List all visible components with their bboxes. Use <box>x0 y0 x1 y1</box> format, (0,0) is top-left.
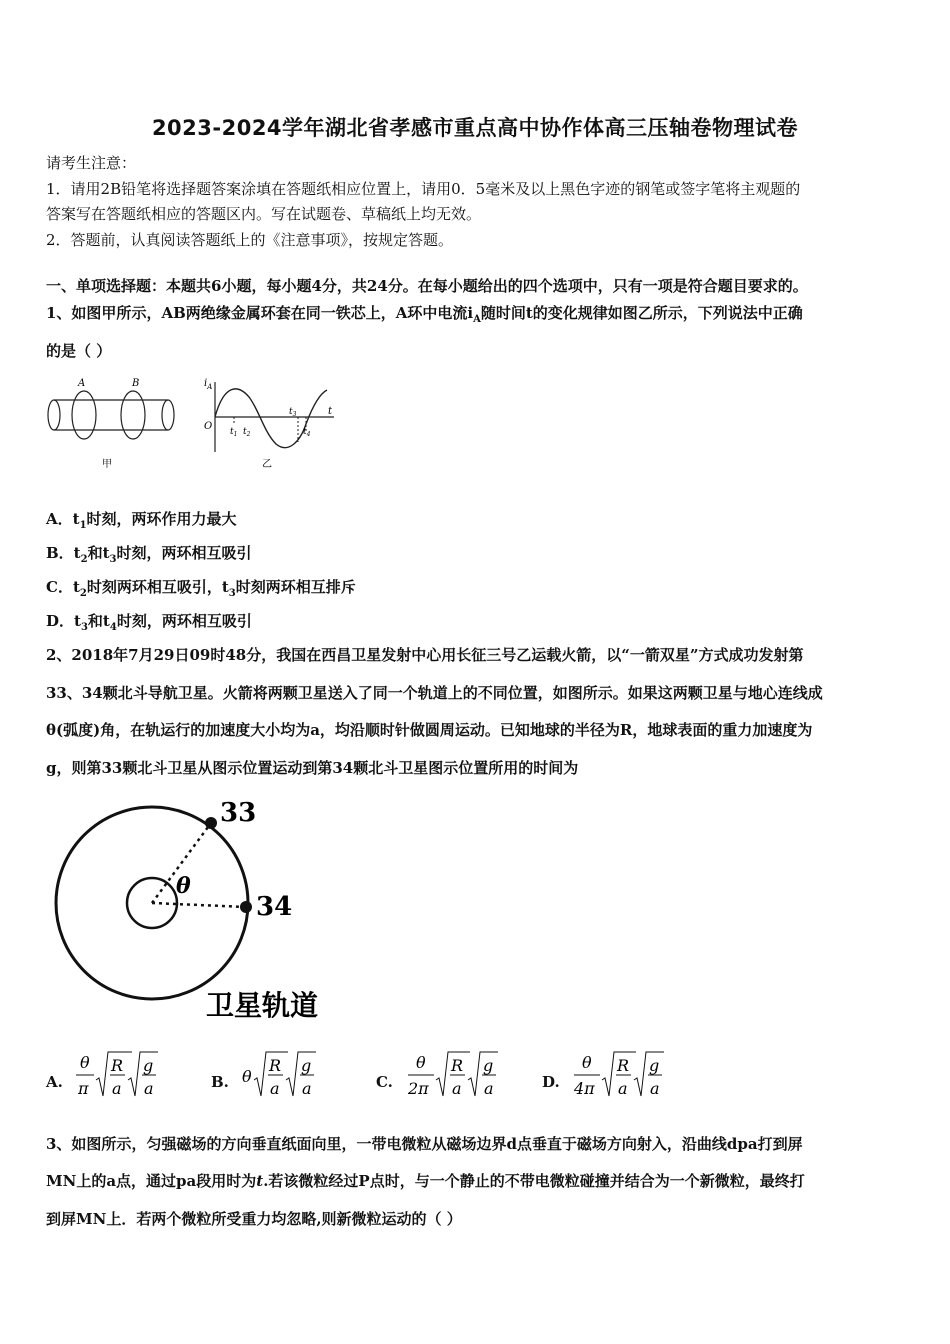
q1-stem-text-a: 1、如图甲所示，AB两绝缘金属环套在同一铁芯上，A环中电流i <box>46 304 474 322</box>
q3-stem-line-2: MN上的a点，通过pa段用时为t.若该微粒经过P点时，与一个静止的不带电微粒碰撞并结合为一个新微粒，最终打 <box>46 1172 805 1190</box>
satellite-34-label: 34 <box>256 892 293 922</box>
svg-text:g: g <box>143 1056 154 1075</box>
q2-stem-line-2: 33、34颗北斗导航卫星。火箭将两颗卫星送入了同一个轨道上的不同位置，如图所示。如果这两颗卫星与地心连线成 <box>46 684 823 702</box>
t2-label: $t_2$ <box>243 427 251 438</box>
q3-stem-line-1: 3、如图所示，匀强磁场的方向垂直纸面向里，一带电微粒从磁场边界d点垂直于磁场方向射入，沿曲线dpa打到屏 <box>46 1135 803 1153</box>
q1-option-b[interactable]: B．$t_2$和$t_3$时刻，两环相互吸引 <box>46 544 252 565</box>
q1-stem-text-b: 随时间t的变化规律如图乙所示，下列说法中正确 <box>480 304 803 322</box>
ring-b-shape <box>121 391 145 439</box>
q2-option-a-formula[interactable] <box>70 1046 170 1106</box>
svg-text:a: a <box>618 1079 628 1098</box>
notice-item-2: 2．答题前，认真阅读答题纸上的《注意事项》，按规定答题。 <box>46 231 454 249</box>
q2-option-c-label[interactable]: C. <box>376 1073 393 1091</box>
q1-stem-line-1 <box>46 302 803 325</box>
svg-text:2π: 2π <box>408 1079 429 1098</box>
q2-option-d-formula[interactable] <box>568 1046 673 1106</box>
notice-item-1-line-2: 答案写在答题纸相应的答题区内。写在试题卷、草稿纸上均无效。 <box>46 205 482 223</box>
axis-y-label: $i_A$ <box>204 378 213 391</box>
t4-label: $t_4$ <box>303 427 311 438</box>
svg-text:a: a <box>484 1079 494 1098</box>
q1-option-c[interactable]: C．$t_2$时刻两环相互吸引，$t_3$时刻两环相互排斥 <box>46 578 356 599</box>
q1-stem-line-2: 的是（ ） <box>46 342 112 360</box>
q1-stem-sub: A <box>473 314 481 325</box>
q2-stem-line-3: θ(弧度)角，在轨运行的加速度大小均为a，均沿顺时针做圆周运动。已知地球的半径为R，地球表面的重力加速度为 <box>46 721 813 739</box>
satellite-33-label: 33 <box>220 798 257 828</box>
ring-b-label: B <box>132 378 140 389</box>
ring-a-shape <box>72 391 96 439</box>
svg-text:R: R <box>111 1056 124 1075</box>
svg-text:a: a <box>112 1079 122 1098</box>
svg-text:θ: θ <box>582 1053 592 1072</box>
axis-x-label: t <box>328 406 333 417</box>
svg-text:a: a <box>302 1079 312 1098</box>
satellite-34-dot <box>240 901 252 913</box>
svg-text:g: g <box>301 1056 312 1075</box>
q2-option-a-label[interactable]: A. <box>46 1073 63 1091</box>
svg-text:R: R <box>269 1056 282 1075</box>
svg-text:R: R <box>451 1056 464 1075</box>
svg-text:θ: θ <box>242 1067 252 1086</box>
t1-label: $t_1$ <box>230 427 238 438</box>
q2-option-b-formula[interactable] <box>238 1046 328 1106</box>
q1-option-a[interactable]: A．$t_1$时刻，两环作用力最大 <box>46 510 237 531</box>
svg-text:a: a <box>270 1079 280 1098</box>
current-graph <box>204 378 334 470</box>
caption-yi: 乙 <box>262 459 272 470</box>
svg-text:a: a <box>452 1079 462 1098</box>
theta-label: θ <box>176 873 191 899</box>
q2-figure <box>50 795 350 1030</box>
q2-option-d-label[interactable]: D. <box>542 1073 560 1091</box>
q3-stem-line-3: 到屏MN上．若两个微粒所受重力均忽略,则新微粒运动的（ ） <box>46 1210 462 1228</box>
section-1-header: 一、单项选择题：本题共6小题，每小题4分，共24分。在每小题给出的四个选项中，只有一项是符合题目要求的。 <box>46 277 808 295</box>
q2-stem-line-1: 2、2018年7月29日09时48分，我国在西昌卫星发射中心用长征三号乙运载火箭，以“一箭双星”方式成功发射第 <box>46 646 804 664</box>
page-title: 2023-2024学年湖北省孝感市重点高中协作体高三压轴卷物理试卷 <box>151 116 799 140</box>
svg-text:a: a <box>650 1079 660 1098</box>
iron-core-figure <box>48 378 174 470</box>
ring-a-label: A <box>78 378 86 389</box>
notice-item-1-line-1: 1．请用2B铅笔将选择题答案涂填在答题纸相应位置上，请用0．5毫米及以上黑色字迹的钢笔或签字笔将主观题的 <box>46 180 801 198</box>
satellite-33-dot <box>205 817 217 829</box>
svg-text:a: a <box>144 1079 154 1098</box>
svg-text:R: R <box>617 1056 630 1075</box>
svg-text:4π: 4π <box>574 1079 595 1098</box>
svg-text:θ: θ <box>416 1053 426 1072</box>
q1-figure <box>44 372 344 472</box>
orbit-caption: 卫星轨道 <box>206 989 319 1022</box>
svg-text:g: g <box>649 1056 660 1075</box>
origin-label: O <box>204 421 213 432</box>
q2-option-b-label[interactable]: B. <box>211 1073 229 1091</box>
notice-heading: 请考生注意： <box>46 154 137 172</box>
svg-text:g: g <box>483 1056 494 1075</box>
caption-jia: 甲 <box>102 459 112 470</box>
q2-stem-line-4: g，则第33颗北斗卫星从图示位置运动到第34颗北斗卫星图示位置所用的时间为 <box>46 759 579 777</box>
q1-option-d[interactable]: D．$t_3$和$t_4$时刻，两环相互吸引 <box>46 612 252 633</box>
svg-text:θ: θ <box>80 1053 90 1072</box>
svg-text:π: π <box>78 1079 89 1098</box>
q2-option-c-formula[interactable] <box>402 1046 507 1106</box>
t3-label: $t_3$ <box>289 407 297 418</box>
